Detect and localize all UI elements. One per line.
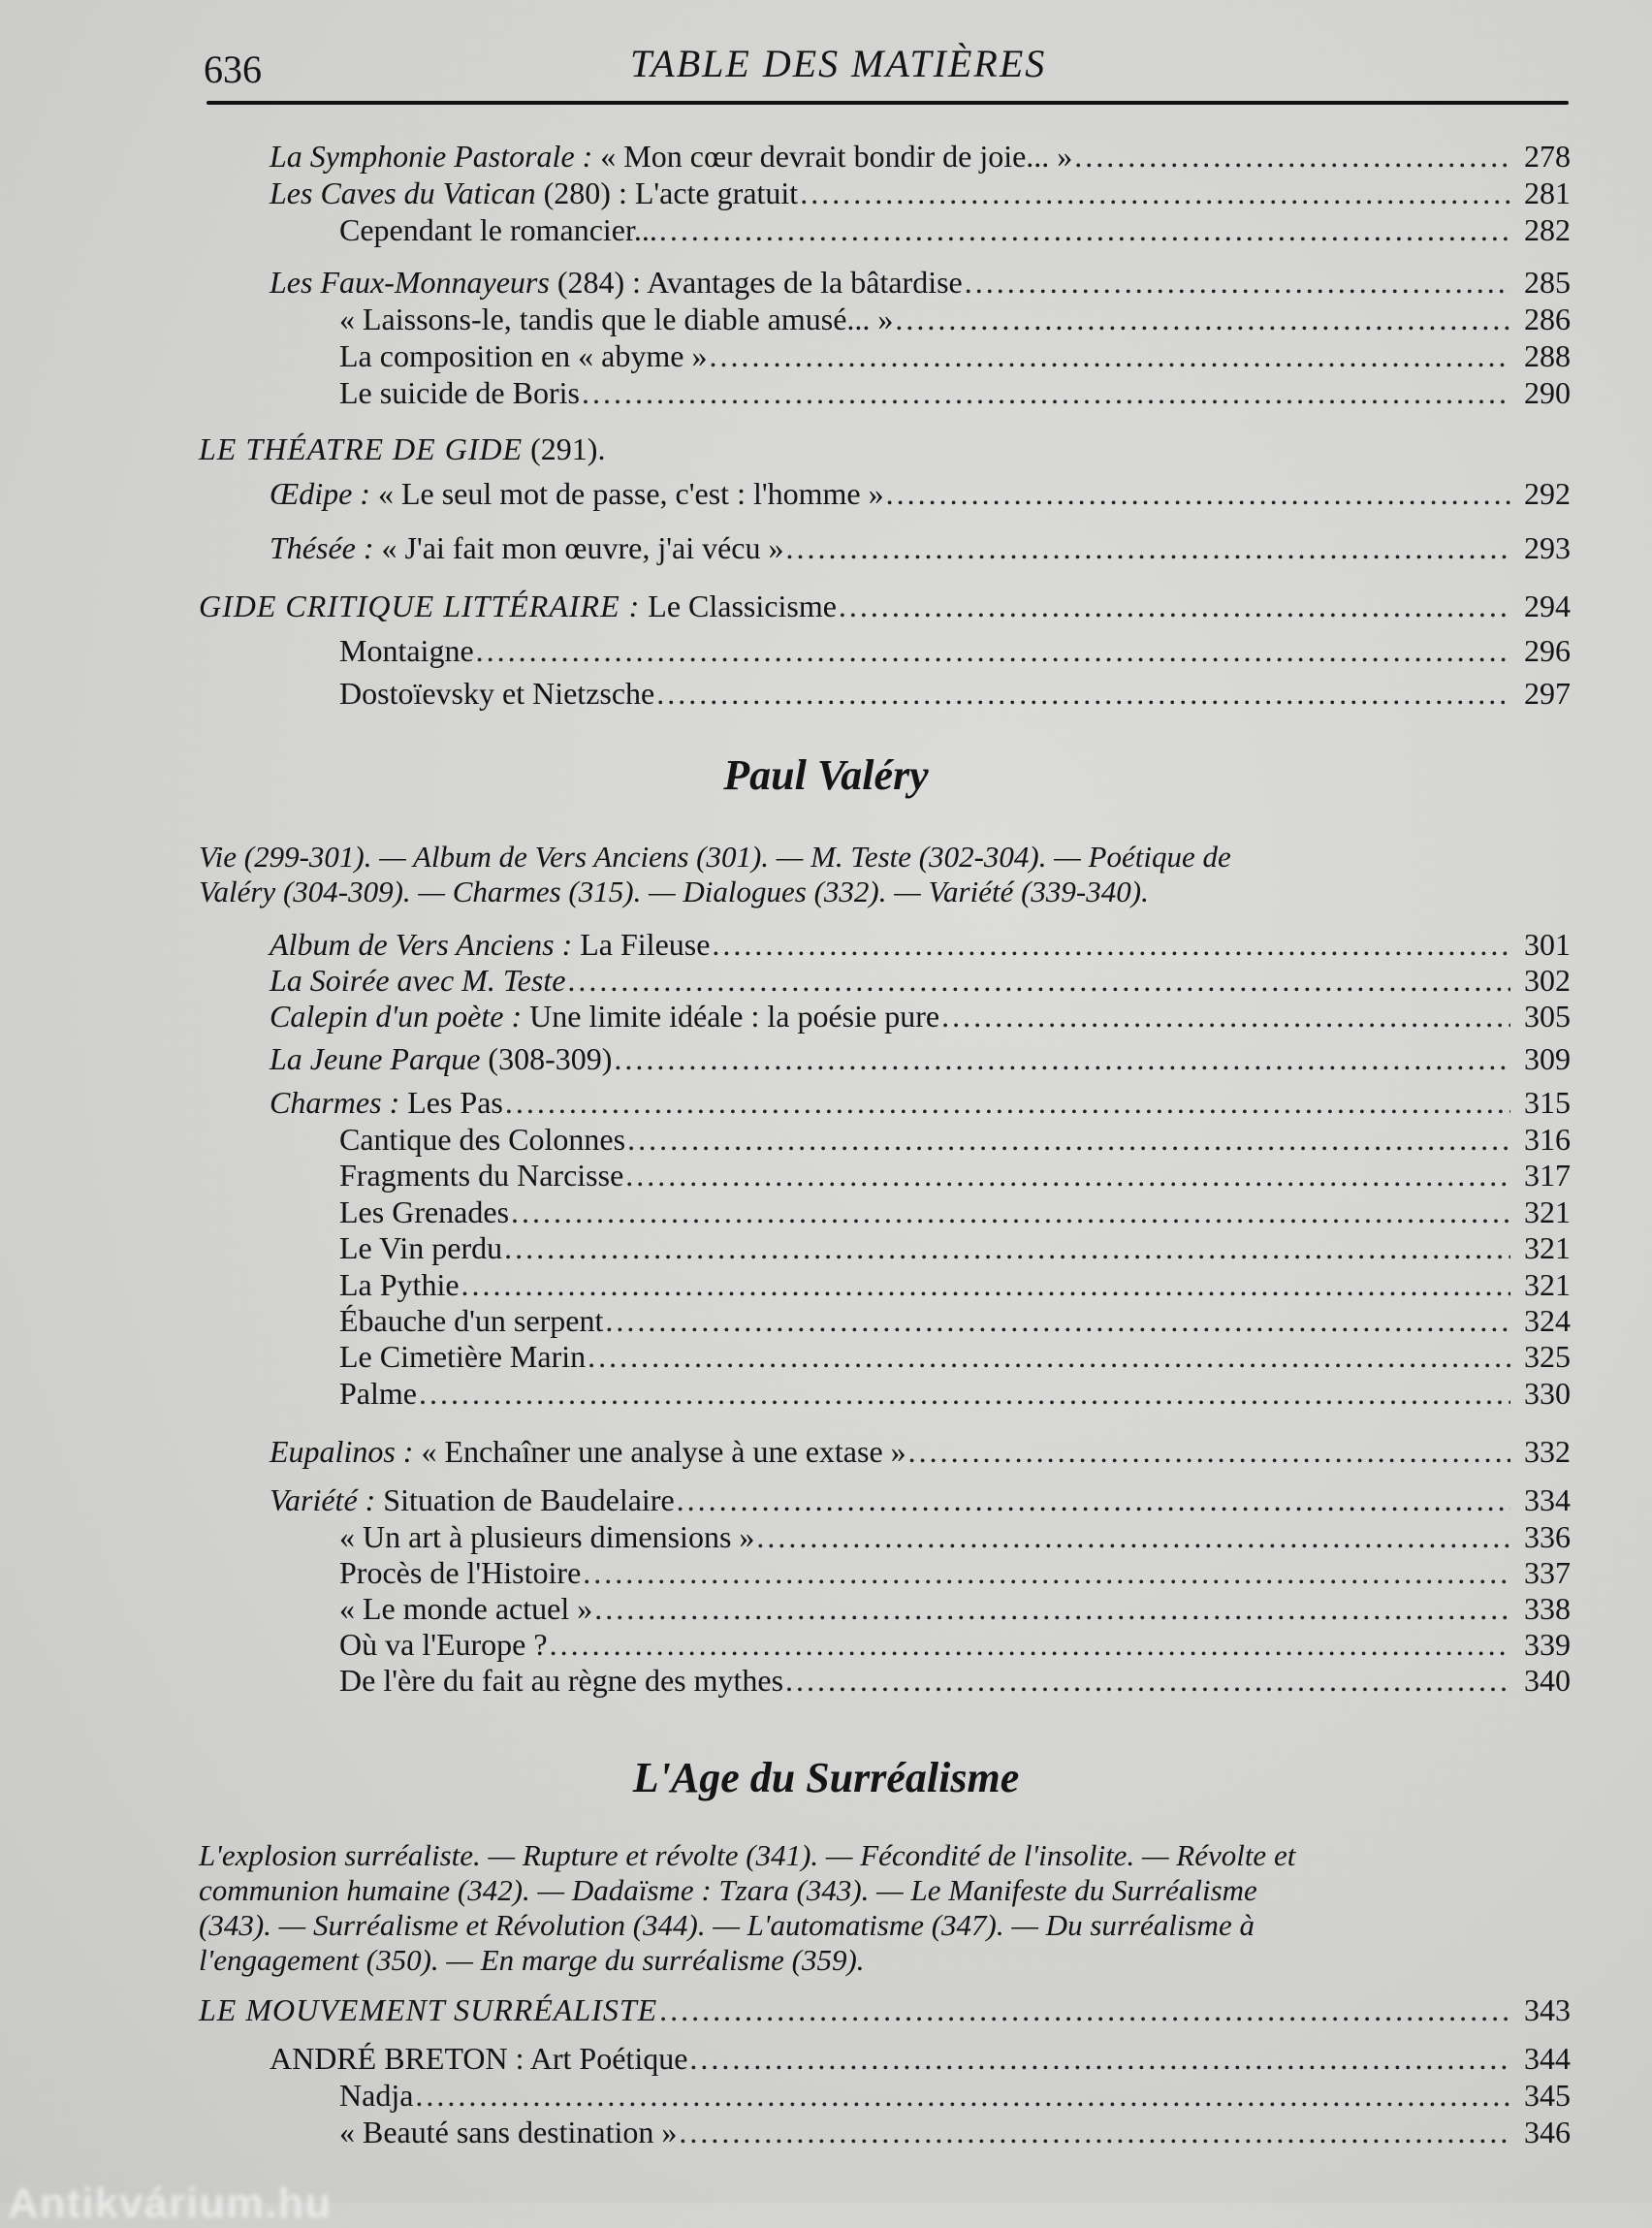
entry-page: 344 [1524, 2041, 1571, 2076]
entry-page: 292 [1524, 476, 1571, 511]
toc-entry[interactable] [339, 374, 1571, 411]
dot-leader [839, 588, 1510, 624]
watermark: Antikvárium.hu [8, 2180, 333, 2227]
toc-entry[interactable] [270, 475, 1571, 512]
dot-leader [785, 1662, 1510, 1699]
entry-page: 278 [1524, 139, 1571, 174]
running-title: TABLE DES MATIÈRES [630, 42, 1047, 85]
entry-work-title: La Symphonie Pastorale : [270, 139, 593, 174]
entry-page: 281 [1524, 175, 1571, 210]
toc-entry[interactable] [339, 1554, 1571, 1591]
dot-leader [677, 1481, 1510, 1518]
toc-entry[interactable] [339, 1194, 1571, 1230]
dot-leader [583, 1554, 1510, 1591]
dot-leader [504, 1229, 1510, 1266]
toc-entry[interactable] [270, 998, 1571, 1034]
toc-entry[interactable] [270, 138, 1571, 175]
dot-leader [756, 1518, 1510, 1555]
entry-page: 288 [1524, 338, 1571, 373]
summary-line: L'explosion surréaliste. — Rupture et révolte (341). — Fécondité de l'insolite. — Révolte et [199, 1838, 1296, 1872]
entry-page: 285 [1524, 265, 1571, 300]
entry-page: 317 [1524, 1158, 1571, 1193]
dot-leader [605, 1302, 1510, 1339]
entry-page: 321 [1524, 1230, 1571, 1265]
entry-label: Procès de l'Histoire [339, 1555, 582, 1590]
dot-leader [625, 1157, 1510, 1194]
entry-label: Les Grenades [339, 1194, 510, 1229]
dot-leader [908, 1433, 1510, 1470]
toc-entry[interactable] [339, 2077, 1571, 2114]
author-heading-valery: Paul Valéry [723, 751, 929, 799]
entry-page: 293 [1524, 530, 1571, 565]
dot-leader [419, 1375, 1510, 1412]
dot-leader [800, 175, 1510, 211]
dot-leader [689, 2040, 1510, 2077]
author-heading-surrealisme: L'Age du Surréalisme [632, 1754, 1020, 1801]
dot-leader [712, 926, 1510, 963]
entry-page: 343 [1524, 1992, 1571, 2027]
entry-label: De l'ère du fait au règne des mythes [339, 1663, 784, 1698]
entry-page: 301 [1524, 927, 1571, 962]
entry-page: 345 [1524, 2078, 1571, 2113]
entry-page: 332 [1524, 1434, 1571, 1469]
dot-leader [886, 475, 1510, 512]
entry-label: « Le monde actuel » [339, 1591, 593, 1626]
section-heading-mouvement[interactable] [199, 1991, 1571, 2028]
entry-label: « Beauté sans destination » [339, 2115, 678, 2149]
toc-entry[interactable] [270, 1433, 1571, 1470]
dot-leader [550, 1626, 1510, 1663]
entry-page: 321 [1524, 1194, 1571, 1229]
entry-label: Le Vin perdu [339, 1230, 503, 1265]
entry-page: 297 [1524, 676, 1571, 711]
entry-page: 305 [1524, 999, 1571, 1034]
dot-leader [476, 632, 1510, 669]
entry-label: « J'ai fait mon œuvre, j'ai vécu » [373, 530, 784, 565]
entry-work-title: La Soirée avec M. Teste [270, 963, 566, 998]
section-heading-page: (291). [523, 431, 606, 466]
entry-label: « Un art à plusieurs dimensions » [339, 1519, 755, 1554]
toc-entry[interactable] [270, 264, 1571, 301]
entry-page: 290 [1524, 375, 1571, 410]
header-rule [206, 101, 1569, 105]
toc-entry[interactable] [339, 337, 1571, 374]
entry-page: 315 [1524, 1085, 1571, 1120]
entry-work-title: Album de Vers Anciens : [270, 927, 573, 962]
entry-page: 324 [1524, 1303, 1571, 1338]
toc-entry[interactable] [339, 675, 1571, 712]
dot-leader [461, 1266, 1510, 1303]
entry-label: ANDRÉ BRETON : Art Poétique [270, 2041, 688, 2076]
entry-page: 282 [1524, 212, 1571, 247]
entry-label: « Laissons-le, tandis que le diable amusé... » [339, 302, 894, 336]
toc-entry[interactable] [339, 301, 1571, 337]
entry-page: 346 [1524, 2115, 1571, 2149]
entry-page: 296 [1524, 633, 1571, 668]
dot-leader [679, 2114, 1510, 2150]
section-heading-title: LE THÉATRE DE GIDE [199, 431, 524, 466]
toc-entry[interactable] [339, 1375, 1571, 1412]
toc-entry[interactable] [270, 1040, 1571, 1077]
toc-entry[interactable] [339, 1626, 1571, 1663]
dot-leader [659, 1991, 1510, 2028]
entry-label: Nadja [339, 2078, 414, 2113]
dot-leader [1074, 138, 1510, 175]
toc-entry[interactable] [339, 1338, 1571, 1375]
toc-entry[interactable] [339, 211, 1571, 248]
entry-work-title: Les Faux-Monnayeurs [270, 265, 550, 300]
entry-label: Le Cimetière Marin [339, 1339, 587, 1374]
dot-leader [785, 529, 1510, 566]
dot-leader [567, 962, 1510, 999]
toc-entry[interactable] [339, 1157, 1571, 1194]
toc-entry[interactable] [270, 1084, 1571, 1121]
summary-line: Vie (299-301). — Album de Vers Anciens (301). — M. Teste (302-304). — Poétique de [199, 840, 1231, 874]
entry-page: 340 [1524, 1663, 1571, 1698]
entry-page: 336 [1524, 1519, 1571, 1554]
entry-label: Le suicide de Boris [339, 375, 580, 410]
entry-label: La Pythie [339, 1267, 460, 1302]
toc-entry[interactable] [270, 2040, 1571, 2077]
dot-leader [709, 337, 1510, 374]
entry-page: 338 [1524, 1591, 1571, 1626]
dot-leader [594, 1590, 1510, 1627]
toc-entry[interactable] [270, 1481, 1571, 1518]
toc-entry[interactable] [339, 1121, 1571, 1158]
toc-entry[interactable] [339, 2114, 1571, 2150]
section-heading-theatre[interactable] [199, 430, 605, 467]
entry-page: 294 [1524, 589, 1571, 623]
entry-work-title: La Jeune Parque [270, 1041, 481, 1076]
entry-label: Situation de Baudelaire [375, 1482, 675, 1517]
toc-entry[interactable] [339, 1590, 1571, 1627]
toc-entry[interactable] [339, 1266, 1571, 1303]
author-summary-valery [199, 840, 1575, 909]
entry-work-title: Variété : [270, 1482, 376, 1517]
entry-label: Dostoïevsky et Nietzsche [339, 676, 655, 711]
entry-label: Palme [339, 1376, 417, 1411]
entry-label: « Le seul mot de passe, c'est : l'homme » [369, 476, 884, 511]
summary-line: Valéry (304-309). — Charmes (315). — Dialogues (332). — Variété (339-340). [199, 875, 1149, 908]
entry-label: (308-309) [480, 1041, 613, 1076]
entry-page: 325 [1524, 1339, 1571, 1374]
summary-line: (343). — Surréalisme et Révolution (344). — L'automatisme (347). — Du surréalisme à [199, 1908, 1255, 1942]
entry-work-title: Œdipe : [270, 476, 370, 511]
entry-page: 337 [1524, 1555, 1571, 1590]
toc-entry[interactable] [339, 1518, 1571, 1555]
entry-label: Cantique des Colonnes [339, 1122, 626, 1157]
dot-leader [588, 1338, 1510, 1375]
entry-label: La composition en « abyme » [339, 338, 708, 373]
entry-label: Ébauche d'un serpent [339, 1303, 604, 1338]
entry-work-title: Thésée : [270, 530, 374, 565]
entry-page: 286 [1524, 302, 1571, 336]
dot-leader [627, 1121, 1510, 1158]
section-heading-title: LE MOUVEMENT SURRÉALISTE [199, 1992, 658, 2027]
entry-page: 330 [1524, 1376, 1571, 1411]
summary-line: communion humaine (342). — Dadaïsme : Tzara (343). — Le Manifeste du Surréalisme [199, 1873, 1257, 1907]
entry-page: 321 [1524, 1267, 1571, 1302]
entry-page: 334 [1524, 1482, 1571, 1517]
entry-label: « Enchaîner une analyse à une extase » [413, 1434, 906, 1469]
dot-leader [965, 264, 1510, 301]
toc-entry[interactable] [339, 1662, 1571, 1699]
entry-page: 339 [1524, 1627, 1571, 1662]
dot-leader [659, 211, 1510, 248]
toc-entry[interactable] [339, 1229, 1571, 1266]
entry-label: Montaigne [339, 633, 474, 668]
dot-leader [511, 1194, 1510, 1230]
summary-line: l'engagement (350). — En marge du surréalisme (359). [199, 1943, 865, 1977]
entry-work-title: Charmes : [270, 1085, 400, 1120]
entry-page: 302 [1524, 963, 1571, 998]
entry-label: Les Pas [399, 1085, 503, 1120]
dot-leader [895, 301, 1510, 337]
entry-work-title: Eupalinos : [270, 1434, 414, 1469]
dot-leader [505, 1084, 1510, 1121]
entry-label: Fragments du Narcisse [339, 1158, 624, 1193]
entry-label: (284) : Avantages de la bâtardise [549, 265, 963, 300]
entry-label: Le Classicisme [640, 589, 837, 623]
entry-label: Où va l'Europe ? [339, 1627, 548, 1662]
dot-leader [941, 998, 1510, 1034]
toc-entry[interactable] [270, 529, 1571, 566]
entry-work-title: Calepin d'un poète : [270, 999, 523, 1034]
entry-label: « Mon cœur devrait bondir de joie... » [592, 139, 1073, 174]
section-heading-critique[interactable] [199, 588, 1571, 624]
entry-work-title: Les Caves du Vatican [270, 175, 536, 210]
toc-entry[interactable] [339, 632, 1571, 669]
running-head [204, 37, 1571, 105]
dot-leader [656, 675, 1510, 712]
section-heading-title: GIDE CRITIQUE LITTÉRAIRE : [199, 589, 641, 623]
entry-page: 316 [1524, 1122, 1571, 1157]
dot-leader [415, 2077, 1510, 2114]
entry-label: La Fileuse [572, 927, 711, 962]
entry-label: Cependant le romancier... [339, 212, 657, 247]
page-number: 636 [204, 48, 262, 91]
toc-entry[interactable] [339, 1302, 1571, 1339]
toc-entry[interactable] [270, 962, 1571, 999]
dot-leader [614, 1040, 1510, 1077]
toc-entry[interactable] [270, 926, 1571, 963]
toc-entry[interactable] [270, 175, 1571, 211]
dot-leader [582, 374, 1510, 411]
entry-label: Une limite idéale : la poésie pure [522, 999, 940, 1034]
entry-page: 309 [1524, 1041, 1571, 1076]
entry-label: (280) : L'acte gratuit [535, 175, 799, 210]
author-summary-surrealisme [199, 1838, 1575, 1978]
